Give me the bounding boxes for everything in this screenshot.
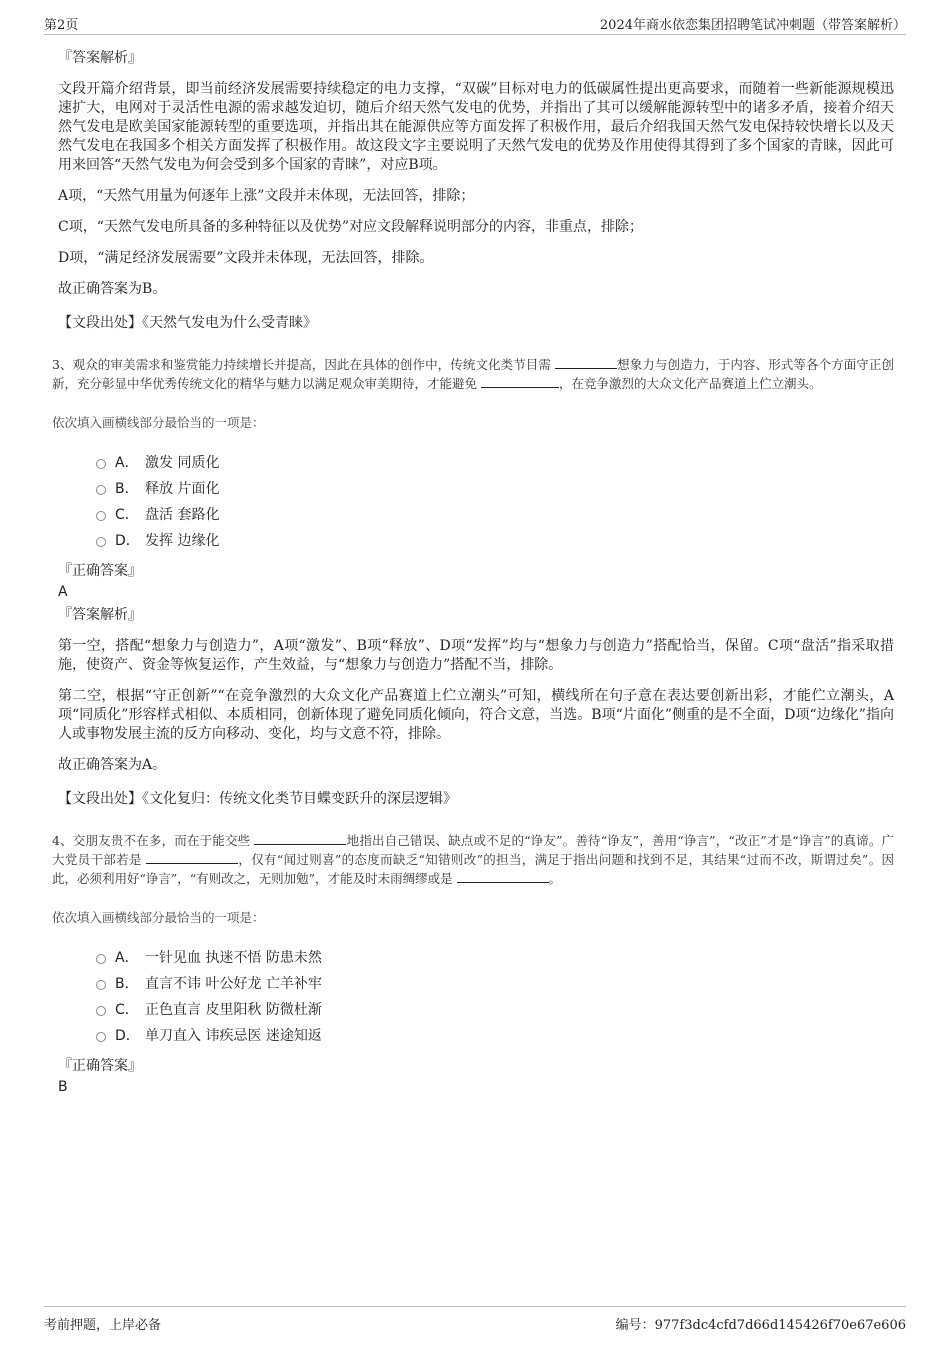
page-number: 第2页 xyxy=(44,18,79,33)
option-a[interactable]: A． 一针见血 执迷不悟 防患未然 xyxy=(96,944,894,970)
question-instruction: 依次填入画横线部分最恰当的一项是： xyxy=(52,415,265,430)
analysis-label: 『答案解析』 xyxy=(58,607,142,623)
analysis-paragraph: A项，“天然气用量为何逐年上涨”文段并未体现，无法回答，排除； xyxy=(58,188,475,204)
radio-icon[interactable] xyxy=(96,1032,106,1042)
analysis-paragraph: D项，“满足经济发展需要”文段并未体现，无法回答，排除。 xyxy=(58,250,434,266)
option-a[interactable]: A． 激发 同质化 xyxy=(96,449,894,475)
radio-icon[interactable] xyxy=(96,980,106,990)
option-b[interactable]: B． 释放 片面化 xyxy=(96,475,894,501)
page-footer xyxy=(44,1306,906,1331)
question-3-stem: 3、观众的审美需求和鉴赏能力持续增长并提高，因此在具体的创作中，传统文化类节目需 想象力与创造力，于内容、形式等各个方面守正创新，充分彰显中华优秀传统文化的精华与魅力以满足观众审美期待，才能避免 ，在竞争激烈的大众文化产品赛道上伫立潮头。 xyxy=(52,357,894,391)
option-d[interactable]: D． 单刀直入 讳疾忌医 迷途知返 xyxy=(96,1022,894,1048)
source-citation: 【文段出处】《文化复归：传统文化类节目蝶变跃升的深层逻辑》 xyxy=(58,791,457,807)
fill-blank xyxy=(481,375,559,388)
correct-answer-label: 『正确答案』 xyxy=(58,563,142,579)
option-d[interactable]: D． 发挥 边缘化 xyxy=(96,527,894,553)
correct-answer: A xyxy=(58,584,68,600)
radio-icon[interactable] xyxy=(96,459,106,469)
analysis-paragraph: 第一空，搭配“想象力与创造力”，A项“激发”、B项“释放”、D项“发挥”均与“想象力与创造力”搭配恰当，保留。C项“盘活”指采取措施，使资产、资金等恢复运作，产生效益，与“想象力与创造力”搭配不当，排除。 xyxy=(58,638,894,673)
radio-icon[interactable] xyxy=(96,1006,106,1016)
question-instruction: 依次填入画横线部分最恰当的一项是： xyxy=(52,910,265,925)
correct-answer-label: 『正确答案』 xyxy=(58,1058,142,1074)
correct-answer: B xyxy=(58,1079,68,1095)
analysis-paragraph: 故正确答案为B。 xyxy=(58,281,167,297)
document-title: 2024年商水依恋集团招聘笔试冲刺题（带答案解析） xyxy=(599,18,906,33)
fill-blank xyxy=(457,870,549,883)
radio-icon[interactable] xyxy=(96,537,106,547)
radio-icon[interactable] xyxy=(96,485,106,495)
footer-slogan: 考前押题，上岸必备 xyxy=(44,1318,162,1333)
radio-icon[interactable] xyxy=(96,511,106,521)
page-header xyxy=(44,12,906,35)
analysis-paragraph: 第二空，根据“守正创新”“在竞争激烈的大众文化产品赛道上伫立潮头”可知，横线所在句子意在表达要创新出彩，才能伫立潮头，A项“同质化”形容样式相似、本质相同，创新体现了避免同质化倾向，符合文意，当选。B项“片面化”侧重的是不全面，D项“边缘化”指向人或事物发展主流的反方向移动、变化，均与文意不符，排除。 xyxy=(58,688,894,742)
page-content xyxy=(52,44,894,1096)
option-c[interactable]: C． 盘活 套路化 xyxy=(96,501,894,527)
question-3-options xyxy=(96,449,894,553)
analysis-paragraph: C项，“天然气发电所具备的多种特征以及优势”对应文段解释说明部分的内容，非重点，排除； xyxy=(58,219,644,235)
question-4-stem: 4、交朋友贵不在多，而在于能交些 地指出自己错误、缺点或不足的“诤友”。善待“诤友”，善用“诤言”，“改正”才是“诤言”的真谛。广大党员干部若是 ，仅有“闻过则喜”的态度而缺乏“知错则改”的担当，满足于指出问题和找到不足，其结果“过而不改，斯谓过矣”。因此，必须利用好“诤言”，“有则改之，无则加勉”，才能及时未雨绸缪或是 。 xyxy=(52,833,894,886)
fill-blank xyxy=(254,832,346,845)
option-b[interactable]: B． 直言不讳 叶公好龙 亡羊补牢 xyxy=(96,970,894,996)
fill-blank xyxy=(555,356,617,369)
analysis-label: 『答案解析』 xyxy=(58,50,142,66)
document-code: 编号：977f3dc4cfd7d66d145426f70e67e606 xyxy=(615,1318,906,1333)
analysis-paragraph: 故正确答案为A。 xyxy=(58,757,167,773)
radio-icon[interactable] xyxy=(96,954,106,964)
fill-blank xyxy=(146,851,238,864)
question-4-options xyxy=(96,944,894,1048)
analysis-paragraph: 文段开篇介绍背景，即当前经济发展需要持续稳定的电力支撑，“双碳”目标对电力的低碳属性提出更高要求，而随着一些新能源规模迅速扩大，电网对于灵活性电源的需求越发迫切，随后介绍天然气发电的优势，并指出了其可以缓解能源转型中的诸多矛盾，接着介绍天然气发电是欧美国家能源转型的重要选项，并指出其在能源供应等方面发挥了积极作用，最后介绍我国天然气发电保持较快增长以及天然气发电在我国多个相关方面发挥了积极作用。故这段文字主要说明了天然气发电的优势及作用使得其得到了多个国家的青睐，因此可用来回答“天然气发电为何会受到多个国家的青睐”，对应B项。 xyxy=(58,81,894,173)
option-c[interactable]: C． 正色直言 皮里阳秋 防微杜渐 xyxy=(96,996,894,1022)
source-citation: 【文段出处】《天然气发电为什么受青睐》 xyxy=(58,315,317,331)
